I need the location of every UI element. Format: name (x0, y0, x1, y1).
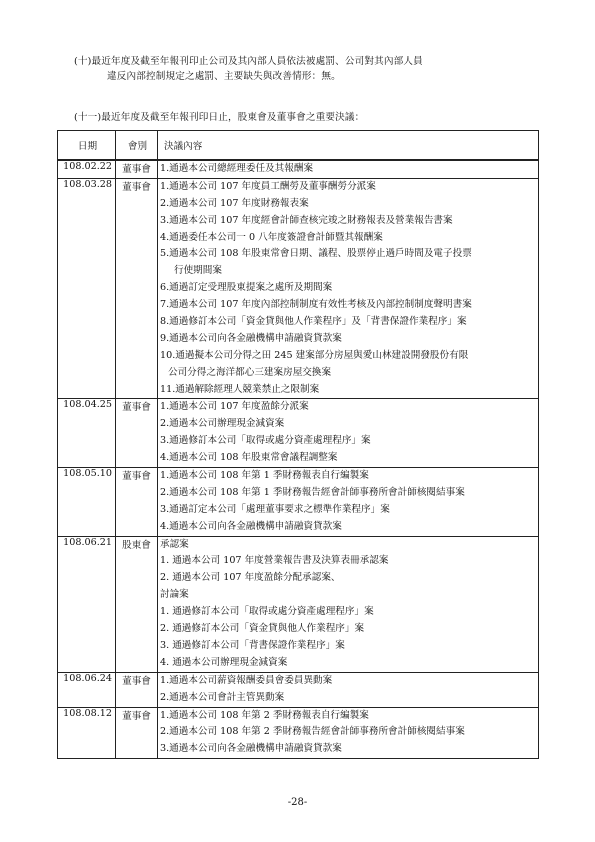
resolution-line: 4. 通過本公司辦理現金減資案 (160, 656, 288, 668)
resolution-line: 3.通過訂定本公司「處理董事要求之標準作業程序」案 (160, 503, 390, 515)
row-meeting: 董事會 (116, 178, 158, 399)
resolution-line: 7.通過本公司 107 年度內部控制制度有效性考核及內部控制制度聲明書案 (160, 299, 472, 311)
page-number: -28- (287, 797, 308, 808)
resolution-line: 4.通過本公司 108 年股東常會議程調整案 (160, 452, 338, 464)
section-title: (十一)最近年度及截至年報刊印日止，股東會及董事會之重要決議： (74, 112, 365, 123)
resolution-line: 1.通過本公司 108 年第 2 季財務報表自行編製案 (160, 709, 369, 721)
table-row (58, 536, 539, 672)
resolution-line: 2. 通過本公司 107 年度盈餘分配承認案、 (160, 572, 341, 584)
resolutions-table (57, 130, 539, 759)
table-row (58, 468, 539, 537)
resolution-line: 1.通過本公司總經理委任及其報酬案 (160, 163, 314, 174)
row-content (158, 178, 539, 399)
resolution-line: 承認案 (160, 538, 189, 550)
resolution-line: 4.通過委任本公司一 0 八年度簽證會計師暨其報酬案 (160, 231, 383, 243)
resolution-line: 5.通過本公司 108 年股東常會日期、議程、股票停止過戶時間及電子投票 (160, 248, 472, 260)
row-meeting: 董事會 (116, 707, 158, 759)
row-meeting: 董事會 (116, 399, 158, 468)
row-date: 108.06.21 (58, 536, 116, 672)
row-content (158, 707, 539, 759)
resolution-line: 2. 通過修訂本公司「資金貸與他人作業程序」案 (160, 623, 365, 635)
row-meeting: 董事會 (116, 468, 158, 537)
row-content (158, 468, 539, 537)
table-row (58, 178, 539, 399)
resolution-line: 3.通過本公司向各金融機構申請融資貸款案 (160, 743, 342, 755)
resolution-line: 2.通過本公司辦理現金減資案 (160, 418, 285, 430)
resolution-line: 1. 通過修訂本公司「取得或處分資產處理程序」案 (160, 606, 374, 618)
row-content (158, 536, 539, 672)
resolution-line: 4.通過本公司向各金融機構申請融資貸款案 (160, 520, 342, 532)
resolution-line: 討論案 (160, 589, 189, 601)
row-date: 108.05.10 (58, 468, 116, 537)
resolution-line: 3.通過修訂本公司「取得或處分資產處理程序」案 (160, 435, 371, 447)
resolution-line: 9.通過本公司向各金融機構申請融資貸款案 (160, 332, 342, 344)
intro-line-1: (十)最近年度及截至年報刊印止公司及其內部人員依法被處罰、公司對其內部人員 (74, 56, 423, 67)
row-date: 108.06.24 (58, 672, 116, 707)
table-row (58, 160, 539, 178)
row-date: 108.02.22 (58, 160, 116, 178)
table-row (58, 399, 539, 468)
intro-line-2: 違反內部控制規定之處罰、主要缺失與改善情形：無。 (107, 71, 341, 82)
resolution-line: 3.通過本公司 107 年度經會計師查核完竣之財務報表及營業報告書案 (160, 214, 453, 226)
row-meeting: 董事會 (116, 160, 158, 178)
row-date: 108.08.12 (58, 707, 116, 759)
row-content (158, 399, 539, 468)
row-meeting: 股東會 (116, 536, 158, 672)
resolution-line: 2.通過本公司 107 年度財務報表案 (160, 197, 309, 209)
row-date: 108.04.25 (58, 399, 116, 468)
resolution-line: 6.通過訂定受理股東提案之處所及期間案 (160, 282, 333, 294)
resolution-line: 1.通過本公司 108 年第 1 季財務報表自行編製案 (160, 470, 369, 482)
table-row (58, 707, 539, 759)
header-meeting: 會別 (116, 131, 158, 161)
header-content: 決議內容 (158, 131, 539, 161)
resolution-line: 10.通過擬本公司分得之田 245 建案部分房屋與愛山林建設開發股份有限 (160, 349, 469, 361)
resolution-line: 2.通過本公司 108 年第 1 季財務報告經會計師事務所會計師核閱結事案 (160, 486, 465, 498)
row-content (158, 160, 539, 178)
header-date: 日期 (58, 131, 116, 161)
table-row (58, 672, 539, 707)
resolution-line: 1.通過本公司 107 年度盈餘分派案 (160, 401, 309, 413)
row-content (158, 672, 539, 707)
resolution-line: 2.通過本公司會計主管異動案 (160, 691, 285, 703)
resolution-line: 2.通過本公司 108 年第 2 季財務報告經會計師事務所會計師核閱結事案 (160, 726, 465, 738)
resolution-line: 11.通過解除經理人競業禁止之限制案 (160, 383, 320, 395)
resolution-line: 1.通過本公司薪資報酬委員會委員異動案 (160, 674, 333, 686)
resolution-line: 3. 通過修訂本公司「背書保證作業程序」案 (160, 639, 345, 651)
resolution-line: 1. 通過本公司 107 年度營業報告書及決算表冊承認案 (160, 555, 389, 567)
resolution-line: 8.通過修訂本公司「資金貸與他人作業程序」及「背書保證作業程序」案 (160, 316, 467, 328)
row-date: 108.03.28 (58, 178, 116, 399)
resolution-line: 1.通過本公司 107 年度員工酬勞及董事酬勞分派案 (160, 180, 376, 192)
table-header-row (58, 131, 539, 161)
resolution-line: 公司分得之海洋都心三建案房屋交換案 (168, 366, 332, 378)
resolution-line: 行使期間案 (174, 265, 222, 277)
row-meeting: 董事會 (116, 672, 158, 707)
